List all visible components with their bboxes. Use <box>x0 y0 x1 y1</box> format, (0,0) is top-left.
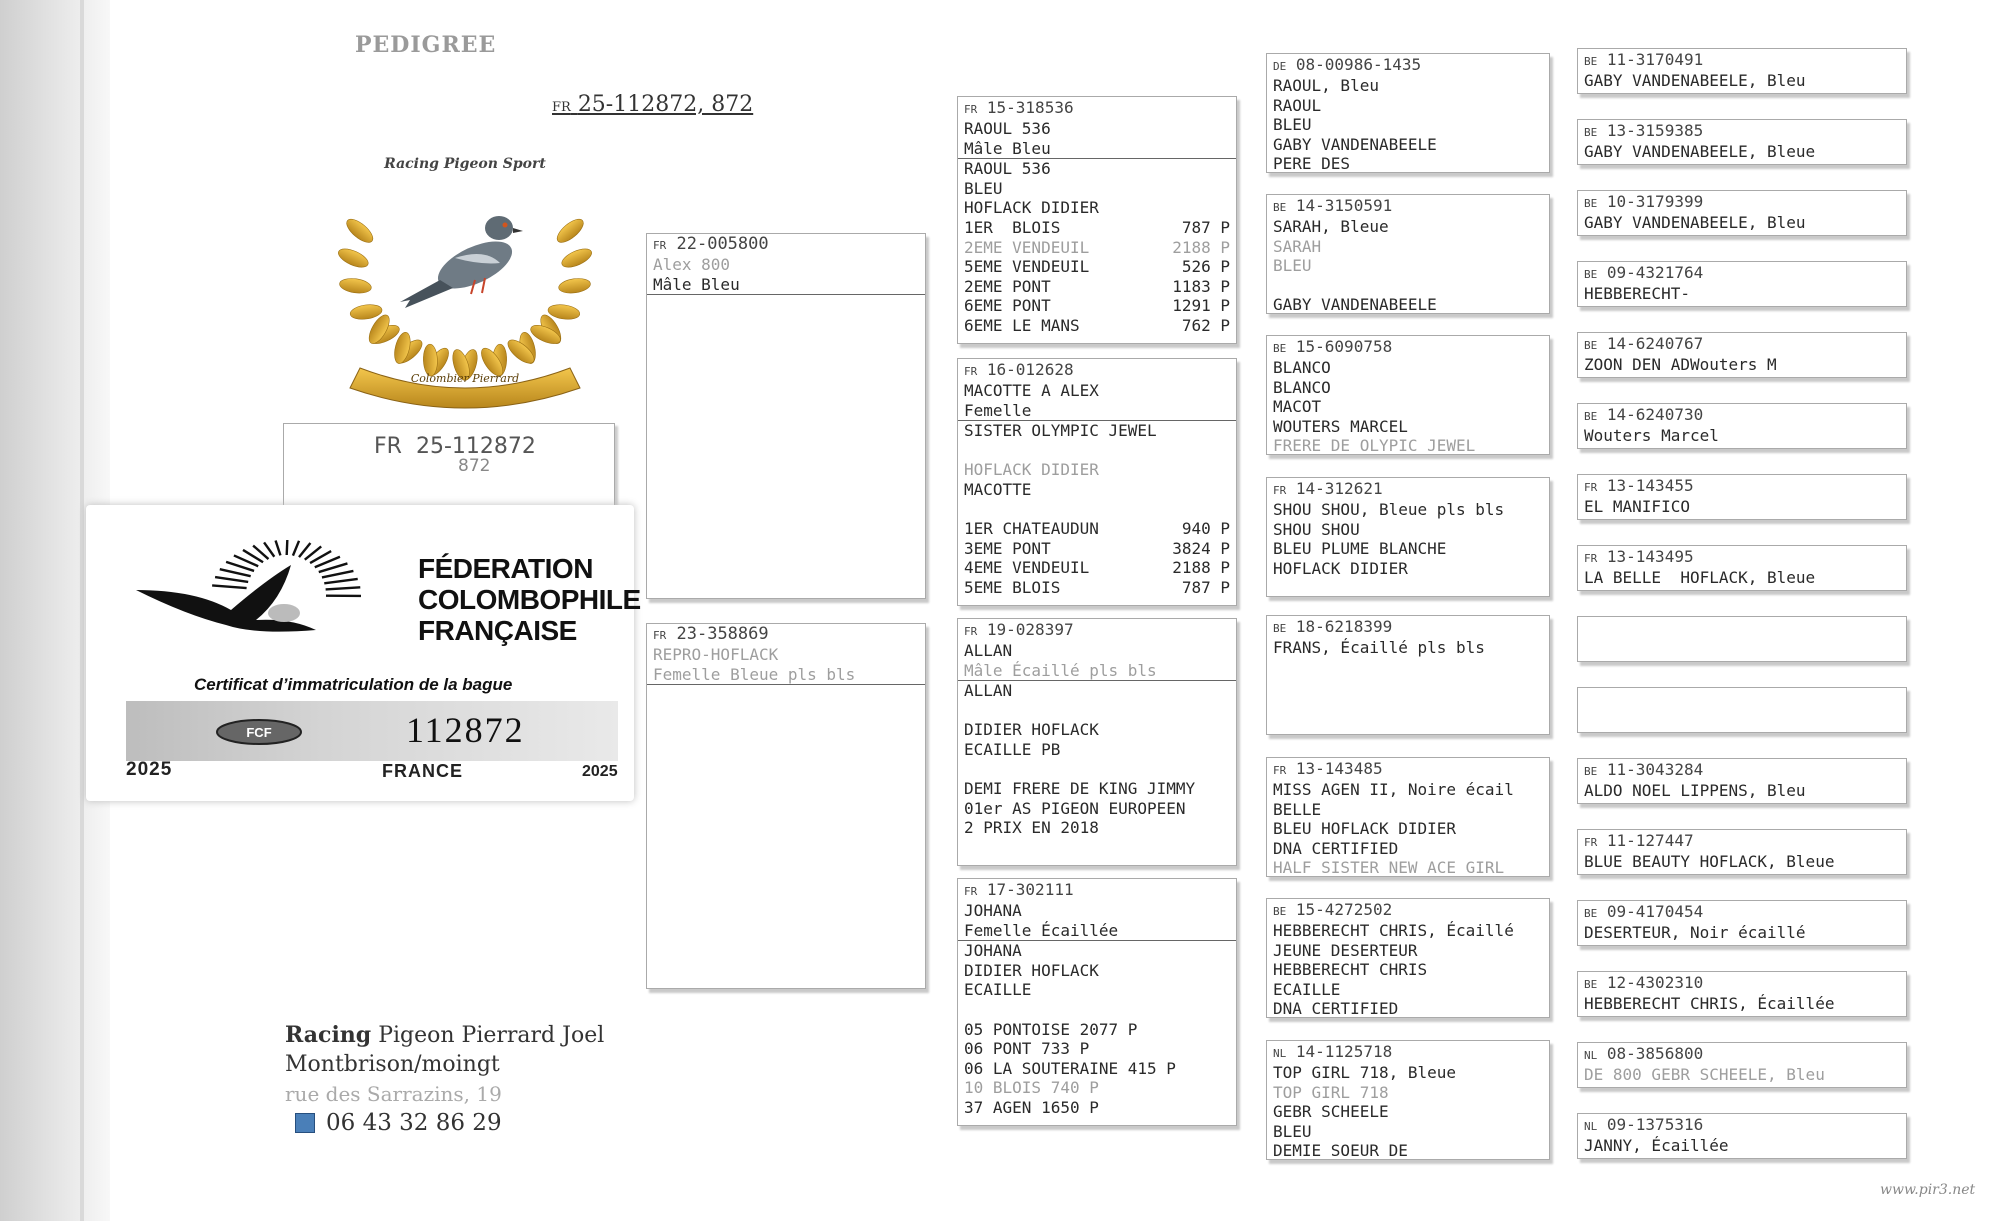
bird-info-line <box>1267 276 1549 296</box>
bird-info-line: DNA CERTIFIED <box>1273 999 1399 1018</box>
ring-country: BE <box>1273 201 1287 214</box>
ring-number <box>958 359 1236 381</box>
bird-info-line: 06 PONT 733 P <box>964 1039 1090 1059</box>
logo-ribbon-text: Colombier Pierrard <box>410 372 520 385</box>
bird-info-line: Mâle Bleu <box>958 139 1236 160</box>
pedigree-box-gen3-8 <box>1266 1040 1550 1160</box>
result-prize: 1183 P <box>1172 276 1230 296</box>
ring-value: 14-6240767 <box>1606 334 1704 353</box>
bird-info-line: HEBBERECHT CHRIS, Écaillée <box>1584 994 1835 1013</box>
ring-number <box>1578 617 1906 618</box>
result-race: 6EME LE MANS <box>964 315 1080 335</box>
ring-value: 18-6218399 <box>1295 617 1393 636</box>
ring-value: 13-143495 <box>1606 547 1694 566</box>
phone-icon <box>295 1113 315 1133</box>
svg-text:FCF: FCF <box>246 725 272 740</box>
ring-number <box>958 879 1236 901</box>
pedigree-box-gen4-12 <box>1577 829 1907 875</box>
bird-info-line: 10 BLOIS 740 P <box>964 1078 1099 1098</box>
bird-info-line: SISTER OLYMPIC JEWEL <box>964 421 1157 441</box>
pedigree-box-gen4-4 <box>1577 261 1907 307</box>
result-race: 2EME VENDEUIL <box>964 237 1090 257</box>
ring-value: 09-4321764 <box>1606 263 1704 282</box>
bird-info-line: TOP GIRL 718 <box>1273 1082 1389 1102</box>
bird-info-line: DIDIER HOFLACK <box>964 720 1099 740</box>
bird-info-line: RAOUL 536 <box>964 119 1051 138</box>
bird-info-line: DE 800 GEBR SCHEELE, Bleu <box>1584 1065 1825 1084</box>
pedigree-box-gen4-10 <box>1577 687 1907 733</box>
ring-value: 11-3043284 <box>1606 760 1704 779</box>
bird-info-line: BLUE BEAUTY HOFLACK, Bleue <box>1584 852 1835 871</box>
owner-name: Racing Pigeon Pierrard Joel <box>285 1022 605 1048</box>
result-race: 2EME PONT <box>964 276 1051 296</box>
ring-number <box>1578 404 1906 426</box>
bird-info-line: FRERE DE OLYPIC JEWEL <box>1273 436 1476 455</box>
ring-value: 13-143485 <box>1295 759 1383 778</box>
bird-info-line: TOP GIRL 718, Bleue <box>1273 1063 1457 1082</box>
bird-info-line <box>958 760 1236 780</box>
bird-info-line: ECAILLE PB <box>964 739 1061 759</box>
result-race: 5EME BLOIS <box>964 577 1061 597</box>
ring-number <box>1578 546 1906 568</box>
bird-info-line: WOUTERS MARCEL <box>1273 416 1408 436</box>
bird-info-line: RAOUL 536 <box>964 159 1051 179</box>
ring-number <box>1578 901 1906 923</box>
pedigree-box-gen4-14 <box>1577 971 1907 1017</box>
main-ring-number: 25-112872, 872 <box>577 92 754 117</box>
bird-info-line: MACOTTE A ALEX <box>964 381 1099 400</box>
main-ring-title <box>552 92 753 117</box>
ring-value: 14-1125718 <box>1295 1042 1393 1061</box>
ring-value: 14-312621 <box>1295 479 1383 498</box>
ring-number <box>647 624 925 645</box>
pedigree-box-gen3-6 <box>1266 757 1550 877</box>
ring-number <box>1578 475 1906 497</box>
ring-country: BE <box>1584 978 1598 991</box>
ring-number <box>1578 120 1906 142</box>
bird-info-line: GABY VANDENABEELE <box>1273 295 1437 314</box>
ring-value: 11-3170491 <box>1606 50 1704 69</box>
ring-country: BE <box>1273 905 1287 918</box>
ring-country: FR <box>1584 481 1598 494</box>
bird-info-line: BELLE <box>1273 799 1322 819</box>
ring-value: 14-6240730 <box>1606 405 1704 424</box>
bird-info-line: HOFLACK DIDIER <box>964 460 1099 480</box>
pedigree-box-gen3-2 <box>1266 194 1550 314</box>
bird-info-line: DEMIE SOEUR DE <box>1273 1141 1408 1160</box>
ring-number <box>1267 54 1549 76</box>
bird-info-line <box>958 441 1236 461</box>
bird-info-line: HEBBERECHT CHRIS <box>1273 960 1428 980</box>
bird-info-line: 01er AS PIGEON EUROPEEN <box>964 798 1186 818</box>
bird-info-line: ECAILLE <box>1273 979 1341 999</box>
pedigree-box-gen3-7 <box>1266 898 1550 1018</box>
bird-info-line <box>958 238 1236 258</box>
ring-number <box>1578 262 1906 284</box>
ring-id-main: FR 25-112872 <box>374 434 536 459</box>
bird-info-line: ALLAN <box>964 641 1013 660</box>
result-prize: 787 P <box>1181 217 1230 237</box>
bird-info-line: BLEU <box>1273 256 1312 276</box>
bird-info-line: ZOON DEN ADWouters M <box>1584 355 1777 374</box>
pedigree-box-gen4-13 <box>1577 900 1907 946</box>
bird-info-line: Wouters Marcel <box>1584 426 1719 445</box>
ring-number <box>1267 195 1549 217</box>
ring-country: BE <box>1584 126 1598 139</box>
ring-number <box>1578 1043 1906 1065</box>
ring-country: NL <box>1584 1120 1598 1133</box>
ring-value: 15-4272502 <box>1295 900 1393 919</box>
ring-country: BE <box>1273 622 1287 635</box>
bird-info-line: RAOUL, Bleu <box>1273 76 1379 95</box>
ring-value: 17-302111 <box>986 880 1074 899</box>
year-left: 2025 <box>126 759 173 780</box>
ring-value: 16-012628 <box>986 360 1074 379</box>
bird-info-line: BLEU PLUME BLANCHE <box>1273 539 1447 559</box>
ring-number <box>1267 899 1549 921</box>
registration-band <box>126 701 618 761</box>
pigeon-icon <box>400 216 523 308</box>
ring-country: NL <box>1273 1047 1287 1060</box>
result-race: 1ER CHATEAUDUN <box>964 519 1099 539</box>
bird-info-line: BLEU <box>1273 1121 1312 1141</box>
bird-info-line: SARAH <box>1273 236 1322 256</box>
ring-country: BE <box>1584 907 1598 920</box>
bird-info-line: EL MANIFICO <box>1584 497 1690 516</box>
ring-value: 22-005800 <box>676 234 769 254</box>
bird-info-line: GABY VANDENABEELE, Bleue <box>1584 142 1816 161</box>
bird-info-line: Femelle Écaillée <box>958 921 1236 942</box>
pedigree-box-gen3-5 <box>1266 615 1550 735</box>
bird-info-line: HEBBERECHT- <box>1584 284 1690 303</box>
bird-info-line <box>958 578 1236 598</box>
bird-info-line: PERE DES <box>1273 154 1351 173</box>
bird-info-line <box>958 277 1236 297</box>
ring-number <box>958 619 1236 641</box>
ring-number <box>647 234 925 255</box>
bird-info-line: MACOT <box>1273 397 1322 417</box>
ring-value: 08-3856800 <box>1606 1044 1704 1063</box>
ring-country: FR <box>1273 484 1287 497</box>
ring-country: FR <box>1273 764 1287 777</box>
bird-info-line: ALDO NOEL LIPPENS, Bleu <box>1584 781 1806 800</box>
bird-info-line: LA BELLE HOFLACK, Bleue <box>1584 568 1816 587</box>
bird-info-line: BLEU <box>1273 115 1312 135</box>
bird-info-line: HEBBERECHT CHRIS, Écaillé <box>1273 921 1514 940</box>
ring-number <box>1578 972 1906 994</box>
ring-number <box>958 97 1236 119</box>
bird-info-line: ALLAN <box>964 681 1013 701</box>
result-race: 4EME VENDEUIL <box>964 558 1090 578</box>
ring-value: 14-3150591 <box>1295 196 1393 215</box>
bird-info-line <box>958 257 1236 277</box>
ring-number <box>1578 830 1906 852</box>
result-prize: 2188 P <box>1172 558 1230 578</box>
ring-country: FR <box>653 629 667 642</box>
ring-number <box>1267 478 1549 500</box>
pedigree-box-gen4-15 <box>1577 1042 1907 1088</box>
bird-info-line: ECAILLE <box>964 980 1032 1000</box>
owner-phone: 06 43 32 86 29 <box>326 1110 502 1136</box>
ring-country: BE <box>1584 268 1598 281</box>
bird-info-line: REPRO-HOFLACK <box>653 645 779 664</box>
bird-info-line: JOHANA <box>964 901 1022 920</box>
bird-info-line <box>958 316 1236 336</box>
pedigree-box-gen1-2 <box>646 623 926 989</box>
bird-info-line <box>958 558 1236 578</box>
ring-id-short: 872 <box>458 456 491 476</box>
bird-info-line: MISS AGEN II, Noire écail <box>1273 780 1514 799</box>
bird-info-line: FRANS, Écaillé pls bls <box>1273 638 1485 657</box>
bird-info-line: GABY VANDENABEELE, Bleu <box>1584 71 1806 90</box>
ring-country: FR <box>964 625 978 638</box>
bird-info-line: HOFLACK DIDIER <box>1273 558 1408 578</box>
bird-info-line: Alex 800 <box>653 255 731 274</box>
bird-info-line: BLEU HOFLACK DIDIER <box>1273 819 1457 839</box>
ring-country: NL <box>1584 1049 1598 1062</box>
ring-value: 19-028397 <box>986 620 1074 639</box>
ring-value: 10-3179399 <box>1606 192 1704 211</box>
pedigree-box-gen2-1 <box>957 96 1237 344</box>
result-race: 6EME PONT <box>964 296 1051 316</box>
pedigree-box-gen4-6 <box>1577 403 1907 449</box>
ring-country: BE <box>1584 765 1598 778</box>
ring-country: BE <box>1584 55 1598 68</box>
owner-street: rue des Sarrazins, 19 <box>285 1082 502 1106</box>
bird-info-line: JOHANA <box>964 941 1022 961</box>
bird-info-line: GABY VANDENABEELE <box>1273 134 1437 154</box>
owner-city: Montbrison/moingt <box>285 1052 500 1077</box>
ring-value: 09-4170454 <box>1606 902 1704 921</box>
country-label: FRANCE <box>382 761 463 781</box>
bird-info-line: SHOU SHOU, Bleue pls bls <box>1273 500 1505 519</box>
main-ring-country: FR <box>552 100 571 115</box>
result-race: 1ER BLOIS <box>964 217 1061 237</box>
ring-country: BE <box>1584 339 1598 352</box>
bird-info-line <box>958 539 1236 559</box>
ring-number <box>1267 758 1549 780</box>
bird-info-line: Mâle Écaillé pls bls <box>958 661 1236 682</box>
pedigree-box-gen3-3 <box>1266 335 1550 455</box>
ring-country: FR <box>1584 552 1598 565</box>
bird-info-line <box>958 218 1236 238</box>
ring-value: 15-318536 <box>986 98 1074 117</box>
pedigree-box-gen4-7 <box>1577 474 1907 520</box>
ring-country: FR <box>964 365 978 378</box>
ring-value: 13-143455 <box>1606 476 1694 495</box>
pedigree-box-gen3-1 <box>1266 53 1550 173</box>
pedigree-box-gen1-1 <box>646 233 926 599</box>
ring-number <box>1578 49 1906 71</box>
federation-bird-logo <box>136 535 416 655</box>
result-prize: 3824 P <box>1172 538 1230 558</box>
bird-info-line: DEMI FRERE DE KING JIMMY <box>964 779 1196 799</box>
pedigree-box-gen4-3 <box>1577 190 1907 236</box>
logo-top-text: Racing Pigeon Sport <box>384 156 546 172</box>
bird-info-line: BLANCO <box>1273 377 1331 397</box>
bird-info-line <box>958 500 1236 520</box>
bird-info-line: BLANCO <box>1273 358 1331 377</box>
result-prize: 2188 P <box>1172 237 1230 257</box>
ring-country: BE <box>1273 342 1287 355</box>
laurel-pigeon-logo <box>315 150 615 412</box>
bird-info-line: GEBR SCHEELE <box>1273 1102 1389 1122</box>
pedigree-label: PEDIGREE <box>355 32 497 58</box>
bird-info-line: 06 LA SOUTERAINE 415 P <box>964 1058 1176 1078</box>
result-prize: 940 P <box>1181 519 1230 539</box>
bird-info-line: Femelle Bleue pls bls <box>647 665 925 686</box>
ring-number <box>1267 616 1549 638</box>
federation-title: FÉDERATION COLOMBOPHILE FRANÇAISE <box>418 553 641 646</box>
pedigree-box-gen4-9 <box>1577 616 1907 662</box>
ring-value: 15-6090758 <box>1295 337 1393 356</box>
pedigree-box-gen4-8 <box>1577 545 1907 591</box>
ring-value: 08-00986-1435 <box>1295 55 1422 74</box>
pedigree-box-gen2-3 <box>957 618 1237 866</box>
bird-info-line <box>958 519 1236 539</box>
pedigree-box-gen4-11 <box>1577 758 1907 804</box>
result-prize: 526 P <box>1181 257 1230 277</box>
ring-country: DE <box>1273 60 1287 73</box>
ring-value: 12-4302310 <box>1606 973 1704 992</box>
ring-country: FR <box>964 103 978 116</box>
ring-number <box>1578 333 1906 355</box>
bird-info-line: DESERTEUR, Noir écaillé <box>1584 923 1806 942</box>
pedigree-box-gen4-1 <box>1577 48 1907 94</box>
bird-info-line: Femelle <box>958 401 1236 422</box>
ring-number <box>1578 191 1906 213</box>
website-footer: www.pir3.net <box>1880 1182 1976 1198</box>
ring-country: FR <box>964 885 978 898</box>
ring-number: 112872 <box>406 710 525 750</box>
bird-info-line: DNA CERTIFIED <box>1273 838 1399 858</box>
ring-value: 13-3159385 <box>1606 121 1704 140</box>
ring-value: 09-1375316 <box>1606 1115 1704 1134</box>
ring-number <box>1267 1041 1549 1063</box>
pedigree-box-gen4-2 <box>1577 119 1907 165</box>
fcf-badge-icon <box>214 715 304 749</box>
bird-info-line: 37 AGEN 1650 P <box>964 1097 1099 1117</box>
bird-info-line: BLEU <box>964 178 1003 198</box>
result-prize: 787 P <box>1181 577 1230 597</box>
year-right: 2025 <box>582 763 618 780</box>
certificate-caption: Certificat d’immatriculation de la bague <box>194 675 513 694</box>
bird-info-line: MACOTTE <box>964 479 1032 499</box>
bird-info-line: SARAH, Bleue <box>1273 217 1389 236</box>
ring-country: BE <box>1584 410 1598 423</box>
bird-info-line: JEUNE DESERTEUR <box>1273 940 1418 960</box>
bird-info-line: SHOU SHOU <box>1273 519 1360 539</box>
bird-info-line <box>958 296 1236 316</box>
bird-info-line: 05 PONTOISE 2077 P <box>964 1019 1138 1039</box>
result-prize: 762 P <box>1181 315 1230 335</box>
bird-info-line <box>958 701 1236 721</box>
ring-number <box>1578 759 1906 781</box>
bird-info-line: 2 PRIX EN 2018 <box>964 818 1099 838</box>
ring-value: 23-358869 <box>676 624 769 644</box>
pedigree-box-gen2-4 <box>957 878 1237 1126</box>
ring-value: 11-127447 <box>1606 831 1694 850</box>
bird-info-line: DIDIER HOFLACK <box>964 960 1099 980</box>
bird-info-line: JANNY, Écaillée <box>1584 1136 1729 1155</box>
ring-number <box>1578 688 1906 689</box>
bird-info-line <box>958 1000 1236 1020</box>
pedigree-box-gen3-4 <box>1266 477 1550 597</box>
ring-country: FR <box>1584 836 1598 849</box>
result-race: 5EME VENDEUIL <box>964 257 1090 277</box>
bird-info-line: RAOUL <box>1273 95 1322 115</box>
pedigree-box-gen4-5 <box>1577 332 1907 378</box>
scan-edge-line <box>80 0 84 1221</box>
ring-country: FR <box>653 239 667 252</box>
ring-number <box>1578 1114 1906 1136</box>
federation-card <box>86 505 641 801</box>
result-prize: 1291 P <box>1172 296 1230 316</box>
pedigree-box-gen2-2 <box>957 358 1237 606</box>
ring-number <box>1267 336 1549 358</box>
ring-country: BE <box>1584 197 1598 210</box>
bird-info-line: GABY VANDENABEELE, Bleu <box>1584 213 1806 232</box>
result-race: 3EME PONT <box>964 538 1051 558</box>
bird-info-line: Mâle Bleu <box>647 275 925 296</box>
pedigree-box-gen4-16 <box>1577 1113 1907 1159</box>
bird-info-line: HALF SISTER NEW ACE GIRL <box>1273 858 1505 877</box>
bird-info-line: HOFLACK DIDIER <box>964 198 1099 218</box>
